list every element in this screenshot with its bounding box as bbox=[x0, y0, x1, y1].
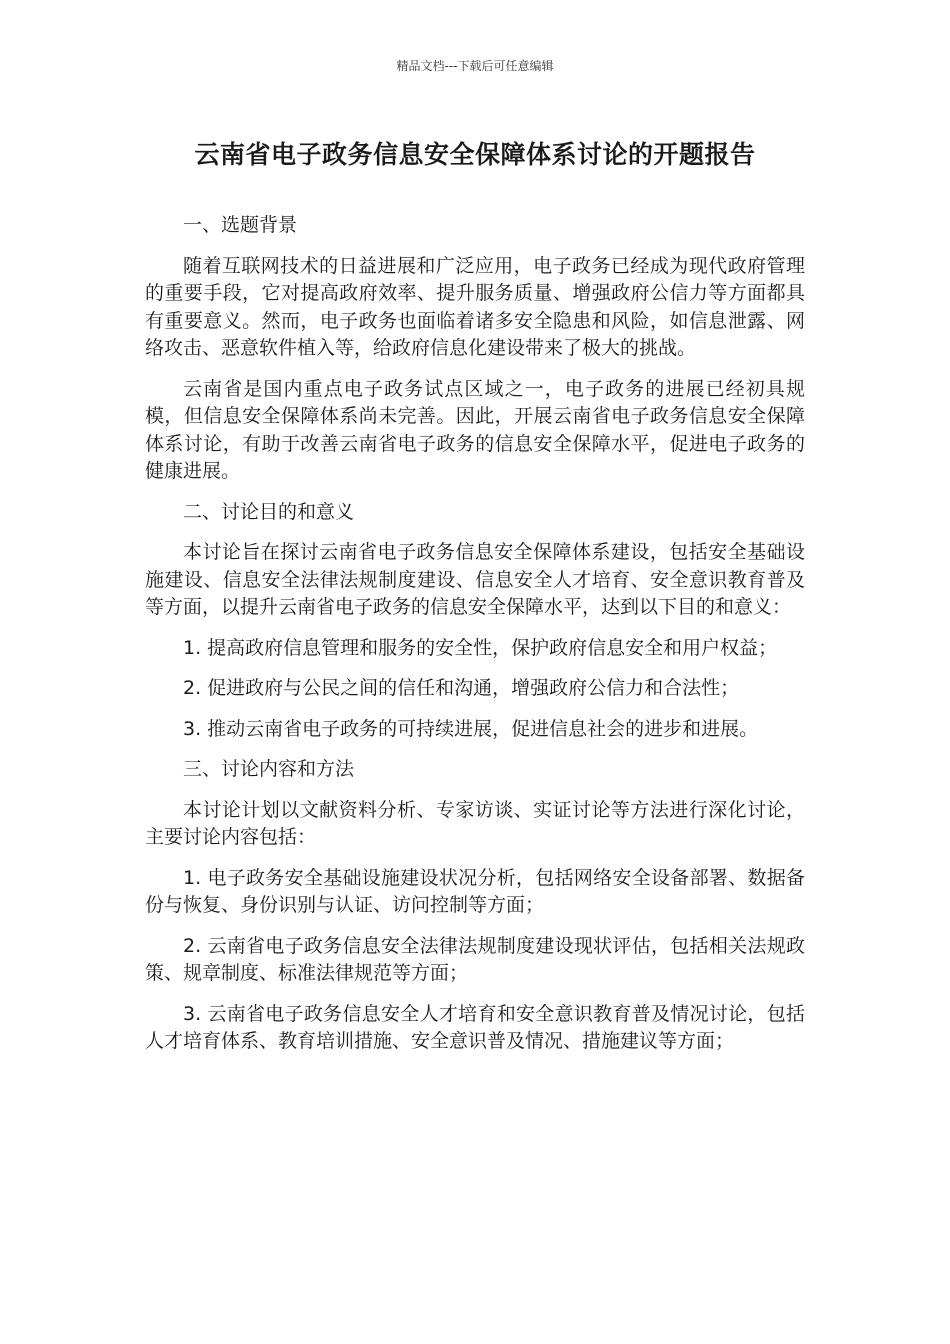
list-item-purpose-1: 1. 提高政府信息管理和服务的安全性，保护政府信息安全和用户权益； bbox=[183, 636, 778, 659]
list-item-content-3: 3. 云南省电子政务信息安全人才培育和安全意识教育普及情况讨论，包括人才培育体系、教育培训措施、安全意识普及情况、措施建议等方面； bbox=[145, 1002, 805, 1052]
section-heading-purpose: 二、讨论目的和意义 bbox=[183, 500, 355, 523]
paragraph-background-1: 随着互联网技术的日益进展和广泛应用，电子政务已经成为现代政府管理的重要手段，它对提高政府效率、提升服务质量、增强政府公信力等方面都具有重要意义。然而，电子政务也面临着诸多安全隐患和风险，如信息泄露、网络攻击、恶意软件植入等，给政府信息化建设带来了极大的挑战。 bbox=[145, 254, 805, 359]
header-note: 精品文档---下载后可任意编辑 bbox=[396, 59, 554, 73]
document-title: 云南省电子政务信息安全保障体系讨论的开题报告 bbox=[194, 140, 756, 169]
list-item-purpose-3: 3. 推动云南省电子政务的可持续进展，促进信息社会的进步和进展。 bbox=[183, 717, 759, 740]
paragraph-content-intro: 本讨论计划以文献资料分析、专家访谈、实证讨论等方法进行深化讨论，主要讨论内容包括： bbox=[145, 798, 805, 848]
list-item-content-1: 1. 电子政务安全基础设施建设状况分析，包括网络安全设备部署、数据备份与恢复、身份识别与认证、访问控制等方面； bbox=[145, 866, 805, 916]
paragraph-background-2: 云南省是国内重点电子政务试点区域之一，电子政务的进展已经初具规模，但信息安全保障体系尚未完善。因此，开展云南省电子政务信息安全保障体系讨论，有助于改善云南省电子政务的信息安全保障水平，促进电子政务的健康进展。 bbox=[145, 377, 805, 482]
section-heading-background: 一、选题背景 bbox=[183, 214, 298, 236]
list-item-content-2: 2. 云南省电子政务信息安全法律法规制度建设现状评估，包括相关法规政策、规章制度、标准法律规范等方面； bbox=[145, 934, 805, 984]
paragraph-purpose-intro: 本讨论旨在探讨云南省电子政务信息安全保障体系建设，包括安全基础设施建设、信息安全法律法规制度建设、信息安全人才培育、安全意识教育普及等方面，以提升云南省电子政务的信息安全保障水平，达到以下目的和意义： bbox=[145, 541, 805, 618]
list-item-purpose-2: 2. 促进政府与公民之间的信任和沟通，增强政府公信力和合法性； bbox=[183, 677, 740, 699]
document-body bbox=[145, 212, 805, 1069]
section-heading-content-methods: 三、讨论内容和方法 bbox=[183, 758, 355, 780]
